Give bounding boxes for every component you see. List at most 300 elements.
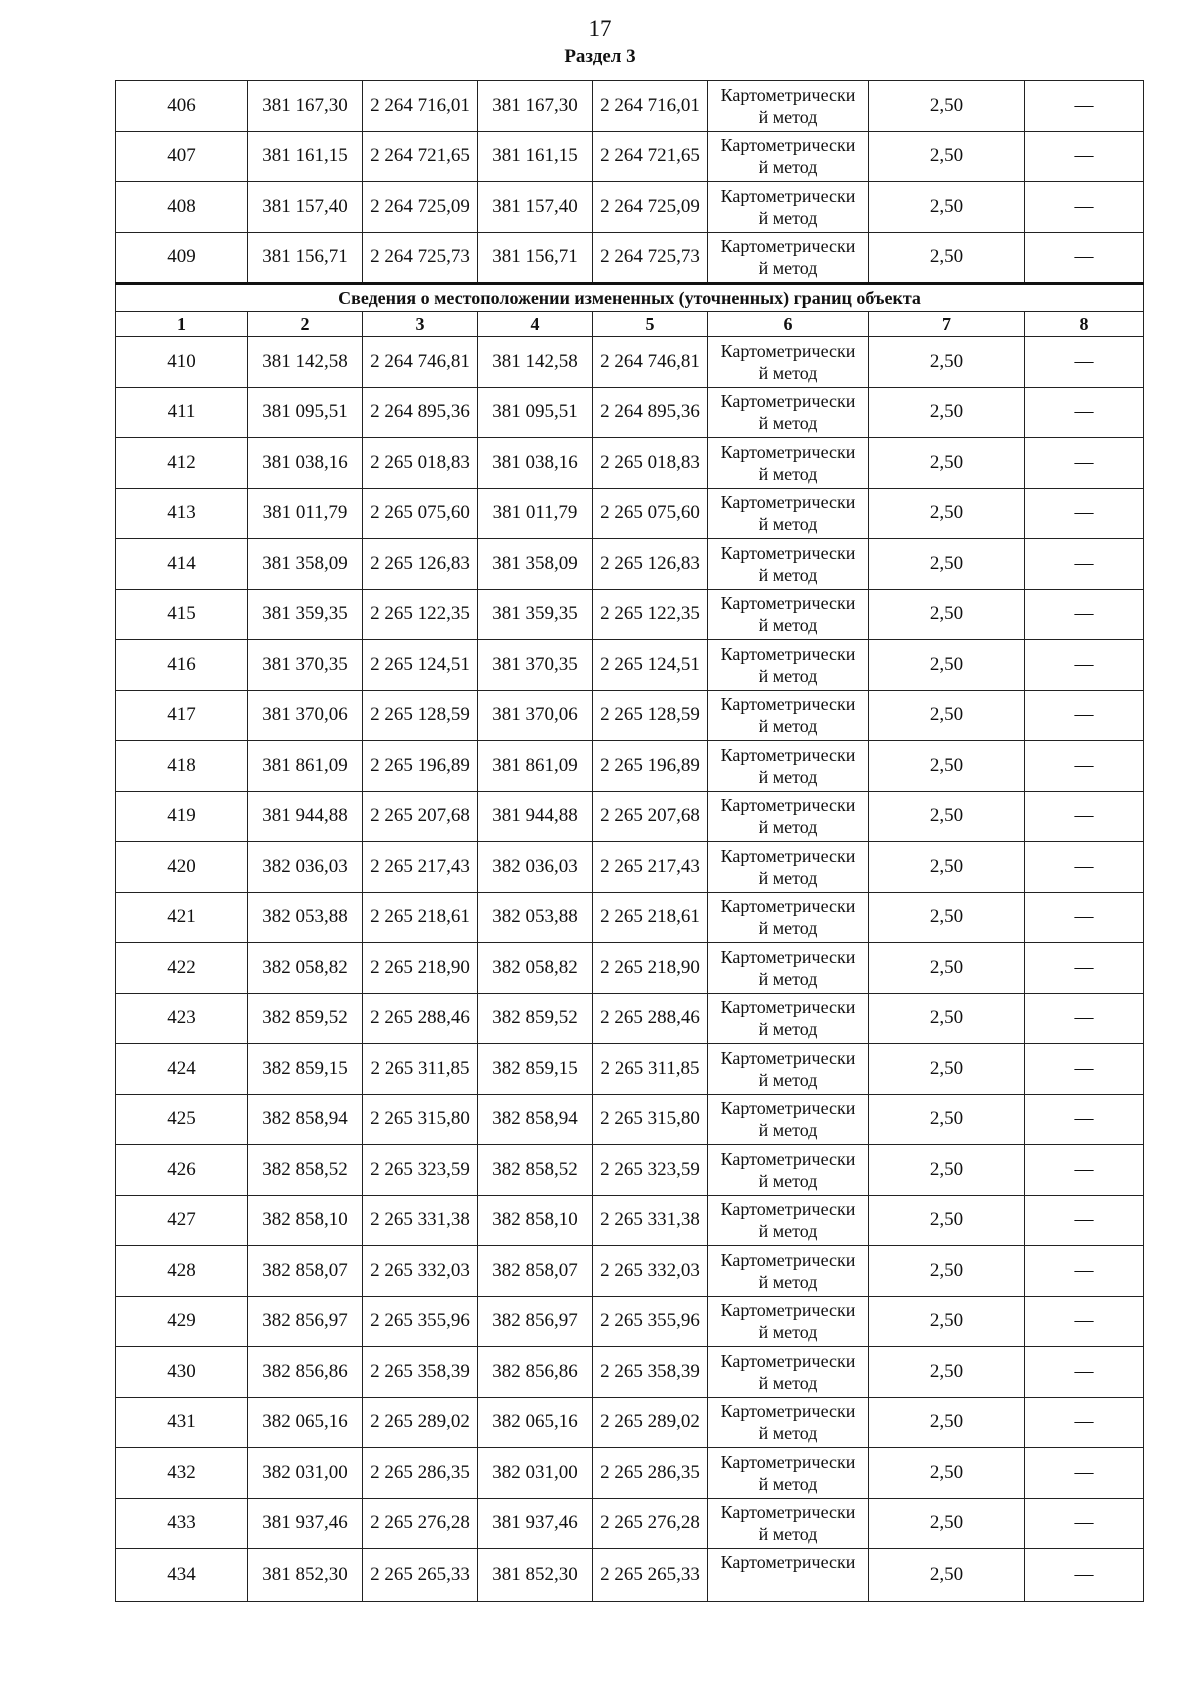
- y-new-cell: 2 265 331,38: [593, 1195, 708, 1246]
- table-row: [116, 741, 1144, 792]
- description-cell: —: [1025, 1498, 1144, 1549]
- y-old-cell: 2 265 276,28: [363, 1498, 478, 1549]
- description-cell: —: [1025, 640, 1144, 691]
- y-new-cell: 2 265 289,02: [593, 1397, 708, 1448]
- y-new-cell: 2 265 315,80: [593, 1094, 708, 1145]
- method-line-2: й метод: [758, 1423, 818, 1444]
- method-cell: [708, 690, 869, 741]
- method-line-2: й метод: [758, 665, 818, 686]
- accuracy-cell: 2,50: [869, 1498, 1025, 1549]
- accuracy-cell: 2,50: [869, 182, 1025, 233]
- table-row: [116, 1549, 1144, 1602]
- x-new-cell: 382 065,16: [478, 1397, 593, 1448]
- y-new-cell: 2 265 218,61: [593, 892, 708, 943]
- x-new-cell: 382 858,52: [478, 1145, 593, 1196]
- y-new-cell: 2 265 207,68: [593, 791, 708, 842]
- y-new-cell: 2 264 895,36: [593, 387, 708, 438]
- method-line-1: Картометрически: [720, 1098, 856, 1119]
- accuracy-cell: 2,50: [869, 1195, 1025, 1246]
- column-number: 2: [248, 312, 363, 337]
- rows-after-heading: [116, 337, 1144, 1602]
- y-old-cell: 2 265 289,02: [363, 1397, 478, 1448]
- method-line-1: Картометрически: [720, 1451, 856, 1472]
- x-new-cell: 381 095,51: [478, 387, 593, 438]
- x-new-cell: 382 859,15: [478, 1044, 593, 1095]
- x-old-cell: 381 944,88: [248, 791, 363, 842]
- point-number-cell: 408: [116, 182, 248, 233]
- table-row: [116, 589, 1144, 640]
- table-row: [116, 337, 1144, 388]
- description-cell: —: [1025, 1246, 1144, 1297]
- point-number-cell: 429: [116, 1296, 248, 1347]
- method-line-1: Картометрически: [720, 946, 856, 967]
- point-number-cell: 434: [116, 1549, 248, 1602]
- page-number: 17: [588, 16, 612, 41]
- method-cell: [708, 488, 869, 539]
- method-line-2: й метод: [758, 1120, 818, 1141]
- method-cell: [708, 1094, 869, 1145]
- description-cell: —: [1025, 438, 1144, 489]
- point-number-cell: 417: [116, 690, 248, 741]
- y-old-cell: 2 265 323,59: [363, 1145, 478, 1196]
- table-row: [116, 943, 1144, 994]
- method-line-1: Картометрически: [720, 1047, 856, 1068]
- description-cell: —: [1025, 131, 1144, 182]
- description-cell: —: [1025, 1044, 1144, 1095]
- x-new-cell: 381 167,30: [478, 81, 593, 132]
- y-new-cell: 2 264 725,73: [593, 232, 708, 284]
- method-cell: [708, 182, 869, 233]
- accuracy-cell: 2,50: [869, 337, 1025, 388]
- method-line-2: й метод: [758, 1019, 818, 1040]
- accuracy-cell: 2,50: [869, 1397, 1025, 1448]
- y-new-cell: 2 265 126,83: [593, 539, 708, 590]
- x-old-cell: 382 053,88: [248, 892, 363, 943]
- y-old-cell: 2 265 207,68: [363, 791, 478, 842]
- x-old-cell: 381 370,06: [248, 690, 363, 741]
- x-new-cell: 381 038,16: [478, 438, 593, 489]
- accuracy-cell: 2,50: [869, 131, 1025, 182]
- x-old-cell: 382 031,00: [248, 1448, 363, 1499]
- x-old-cell: 382 859,15: [248, 1044, 363, 1095]
- method-cell: [708, 842, 869, 893]
- method-cell: [708, 741, 869, 792]
- method-line-2: й метод: [758, 514, 818, 535]
- accuracy-cell: 2,50: [869, 1347, 1025, 1398]
- point-number-cell: 414: [116, 539, 248, 590]
- table-row: [116, 1296, 1144, 1347]
- x-new-cell: 382 031,00: [478, 1448, 593, 1499]
- point-number-cell: 427: [116, 1195, 248, 1246]
- method-line-1: Картометрически: [720, 185, 856, 206]
- method-line-2: й метод: [758, 1069, 818, 1090]
- x-new-cell: 381 852,30: [478, 1549, 593, 1602]
- x-new-cell: 381 161,15: [478, 131, 593, 182]
- description-cell: —: [1025, 892, 1144, 943]
- method-line-2: й метод: [758, 1221, 818, 1242]
- x-new-cell: 381 370,06: [478, 690, 593, 741]
- method-line-2: й метод: [758, 1271, 818, 1292]
- point-number-cell: 410: [116, 337, 248, 388]
- y-new-cell: 2 265 196,89: [593, 741, 708, 792]
- y-old-cell: 2 265 358,39: [363, 1347, 478, 1398]
- table-row: [116, 892, 1144, 943]
- y-old-cell: 2 265 018,83: [363, 438, 478, 489]
- method-line-2: й метод: [758, 817, 818, 838]
- y-new-cell: 2 265 128,59: [593, 690, 708, 741]
- accuracy-cell: 2,50: [869, 1549, 1025, 1602]
- x-old-cell: 381 156,71: [248, 232, 363, 284]
- column-number: 6: [708, 312, 869, 337]
- y-old-cell: 2 265 217,43: [363, 842, 478, 893]
- y-new-cell: 2 265 075,60: [593, 488, 708, 539]
- x-old-cell: 381 937,46: [248, 1498, 363, 1549]
- method-line-2: й метод: [758, 918, 818, 939]
- x-new-cell: 382 053,88: [478, 892, 593, 943]
- method-line-2: й метод: [758, 1524, 818, 1545]
- description-cell: —: [1025, 1347, 1144, 1398]
- x-old-cell: 381 038,16: [248, 438, 363, 489]
- y-old-cell: 2 265 265,33: [363, 1549, 478, 1602]
- table-row: [116, 791, 1144, 842]
- method-line-1: Картометрически: [720, 896, 856, 917]
- x-new-cell: 381 937,46: [478, 1498, 593, 1549]
- y-new-cell: 2 265 218,90: [593, 943, 708, 994]
- method-cell: [708, 993, 869, 1044]
- x-new-cell: 381 370,35: [478, 640, 593, 691]
- point-number-cell: 424: [116, 1044, 248, 1095]
- method-line-1: Картометрически: [720, 593, 856, 614]
- method-cell: [708, 1246, 869, 1297]
- accuracy-cell: 2,50: [869, 892, 1025, 943]
- y-old-cell: 2 264 895,36: [363, 387, 478, 438]
- method-line-2: й метод: [758, 413, 818, 434]
- point-number-cell: 419: [116, 791, 248, 842]
- y-old-cell: 2 265 075,60: [363, 488, 478, 539]
- method-cell: [708, 232, 869, 284]
- method-cell: [708, 1397, 869, 1448]
- y-new-cell: 2 265 124,51: [593, 640, 708, 691]
- description-cell: —: [1025, 741, 1144, 792]
- x-new-cell: 382 858,07: [478, 1246, 593, 1297]
- x-new-cell: 382 058,82: [478, 943, 593, 994]
- method-line-2: й метод: [758, 1473, 818, 1494]
- method-cell: [708, 337, 869, 388]
- y-old-cell: 2 265 218,61: [363, 892, 478, 943]
- method-line-1: Картометрически: [720, 340, 856, 361]
- table-row: [116, 387, 1144, 438]
- y-new-cell: 2 265 355,96: [593, 1296, 708, 1347]
- method-line-2: й метод: [758, 1372, 818, 1393]
- method-line-1: Картометрически: [720, 694, 856, 715]
- table-heading-block: [116, 284, 1144, 337]
- method-line-1: Картометрически: [720, 795, 856, 816]
- point-number-cell: 433: [116, 1498, 248, 1549]
- method-line-1: Картометрически: [720, 1350, 856, 1371]
- x-old-cell: 381 358,09: [248, 539, 363, 590]
- table-row: [116, 1094, 1144, 1145]
- method-cell: [708, 1347, 869, 1398]
- column-number: 3: [363, 312, 478, 337]
- y-new-cell: 2 264 716,01: [593, 81, 708, 132]
- x-new-cell: 382 856,86: [478, 1347, 593, 1398]
- method-line-1: Картометрически: [720, 1401, 856, 1422]
- accuracy-cell: 2,50: [869, 1296, 1025, 1347]
- method-cell: [708, 589, 869, 640]
- method-line-1: Картометрически: [720, 845, 856, 866]
- point-number-cell: 421: [116, 892, 248, 943]
- y-old-cell: 2 265 124,51: [363, 640, 478, 691]
- method-cell: [708, 1145, 869, 1196]
- x-new-cell: 381 142,58: [478, 337, 593, 388]
- method-cell: [708, 81, 869, 132]
- x-new-cell: 382 036,03: [478, 842, 593, 893]
- description-cell: —: [1025, 81, 1144, 132]
- table-row: [116, 182, 1144, 233]
- x-new-cell: 382 859,52: [478, 993, 593, 1044]
- method-cell: [708, 892, 869, 943]
- accuracy-cell: 2,50: [869, 842, 1025, 893]
- table-row: [116, 993, 1144, 1044]
- accuracy-cell: 2,50: [869, 539, 1025, 590]
- accuracy-cell: 2,50: [869, 232, 1025, 284]
- x-old-cell: 382 859,52: [248, 993, 363, 1044]
- point-number-cell: 426: [116, 1145, 248, 1196]
- y-new-cell: 2 265 265,33: [593, 1549, 708, 1602]
- method-line-2: й метод: [758, 716, 818, 737]
- description-cell: —: [1025, 1549, 1144, 1602]
- rows-before-heading: [116, 81, 1144, 284]
- x-old-cell: 382 065,16: [248, 1397, 363, 1448]
- point-number-cell: 416: [116, 640, 248, 691]
- y-old-cell: 2 265 128,59: [363, 690, 478, 741]
- x-new-cell: 382 858,94: [478, 1094, 593, 1145]
- description-cell: —: [1025, 488, 1144, 539]
- accuracy-cell: 2,50: [869, 1448, 1025, 1499]
- column-number: 1: [116, 312, 248, 337]
- x-new-cell: 382 856,97: [478, 1296, 593, 1347]
- method-line-2: й метод: [758, 867, 818, 888]
- x-old-cell: 382 856,86: [248, 1347, 363, 1398]
- method-line-1: Картометрически: [720, 1148, 856, 1169]
- y-old-cell: 2 264 725,73: [363, 232, 478, 284]
- accuracy-cell: 2,50: [869, 1044, 1025, 1095]
- x-old-cell: 382 036,03: [248, 842, 363, 893]
- method-cell: [708, 1448, 869, 1499]
- y-old-cell: 2 265 286,35: [363, 1448, 478, 1499]
- point-number-cell: 406: [116, 81, 248, 132]
- method-cell: [708, 131, 869, 182]
- y-new-cell: 2 265 122,35: [593, 589, 708, 640]
- table-row: [116, 232, 1144, 284]
- y-new-cell: 2 265 311,85: [593, 1044, 708, 1095]
- method-line-2: й метод: [758, 564, 818, 585]
- method-line-2: й метод: [758, 766, 818, 787]
- table-row: [116, 131, 1144, 182]
- x-old-cell: 382 058,82: [248, 943, 363, 994]
- description-cell: —: [1025, 1448, 1144, 1499]
- point-number-cell: 420: [116, 842, 248, 893]
- method-line-1: Картометрически: [720, 391, 856, 412]
- y-old-cell: 2 265 311,85: [363, 1044, 478, 1095]
- column-number: 4: [478, 312, 593, 337]
- section-heading: Сведения о местоположении измененных (уточненных) границ объекта: [116, 284, 1144, 312]
- description-cell: —: [1025, 539, 1144, 590]
- y-old-cell: 2 265 331,38: [363, 1195, 478, 1246]
- coordinates-table: [115, 80, 1144, 1602]
- description-cell: —: [1025, 337, 1144, 388]
- description-cell: —: [1025, 842, 1144, 893]
- column-numbers-row: [116, 312, 1144, 337]
- accuracy-cell: 2,50: [869, 741, 1025, 792]
- y-new-cell: 2 264 725,09: [593, 182, 708, 233]
- point-number-cell: 411: [116, 387, 248, 438]
- description-cell: —: [1025, 1094, 1144, 1145]
- y-old-cell: 2 265 196,89: [363, 741, 478, 792]
- y-new-cell: 2 265 217,43: [593, 842, 708, 893]
- y-new-cell: 2 265 276,28: [593, 1498, 708, 1549]
- point-number-cell: 409: [116, 232, 248, 284]
- method-line-2: й метод: [758, 463, 818, 484]
- y-old-cell: 2 265 126,83: [363, 539, 478, 590]
- accuracy-cell: 2,50: [869, 1094, 1025, 1145]
- table-row: [116, 1044, 1144, 1095]
- x-old-cell: 381 370,35: [248, 640, 363, 691]
- accuracy-cell: 2,50: [869, 1145, 1025, 1196]
- description-cell: —: [1025, 943, 1144, 994]
- description-cell: —: [1025, 387, 1144, 438]
- y-old-cell: 2 265 122,35: [363, 589, 478, 640]
- method-cell: [708, 640, 869, 691]
- table-row: [116, 1145, 1144, 1196]
- x-new-cell: 381 011,79: [478, 488, 593, 539]
- x-new-cell: 381 359,35: [478, 589, 593, 640]
- y-new-cell: 2 265 018,83: [593, 438, 708, 489]
- x-old-cell: 382 858,10: [248, 1195, 363, 1246]
- method-line-2: й метод: [758, 968, 818, 989]
- accuracy-cell: 2,50: [869, 488, 1025, 539]
- method-line-2: й метод: [758, 207, 818, 228]
- table-row: [116, 640, 1144, 691]
- y-old-cell: 2 265 332,03: [363, 1246, 478, 1297]
- point-number-cell: 432: [116, 1448, 248, 1499]
- method-line-1: Картометрически: [720, 492, 856, 513]
- x-new-cell: 381 157,40: [478, 182, 593, 233]
- table-row: [116, 488, 1144, 539]
- y-old-cell: 2 265 218,90: [363, 943, 478, 994]
- y-old-cell: 2 265 355,96: [363, 1296, 478, 1347]
- point-number-cell: 428: [116, 1246, 248, 1297]
- table-row: [116, 1397, 1144, 1448]
- y-old-cell: 2 264 725,09: [363, 182, 478, 233]
- point-number-cell: 423: [116, 993, 248, 1044]
- table-row: [116, 690, 1144, 741]
- point-number-cell: 418: [116, 741, 248, 792]
- column-number: 5: [593, 312, 708, 337]
- method-line-2: й метод: [758, 157, 818, 178]
- method-cell: [708, 1549, 869, 1602]
- description-cell: —: [1025, 1296, 1144, 1347]
- description-cell: —: [1025, 791, 1144, 842]
- point-number-cell: 415: [116, 589, 248, 640]
- method-cell: [708, 1498, 869, 1549]
- method-line-1: Картометрически: [720, 441, 856, 462]
- y-new-cell: 2 265 286,35: [593, 1448, 708, 1499]
- table-row: [116, 81, 1144, 132]
- x-new-cell: 381 358,09: [478, 539, 593, 590]
- accuracy-cell: 2,50: [869, 993, 1025, 1044]
- x-old-cell: 381 157,40: [248, 182, 363, 233]
- y-new-cell: 2 265 332,03: [593, 1246, 708, 1297]
- y-new-cell: 2 264 721,65: [593, 131, 708, 182]
- description-cell: —: [1025, 993, 1144, 1044]
- method-line-2: й метод: [758, 615, 818, 636]
- method-line-1: Картометрически: [720, 84, 856, 105]
- method-cell: [708, 791, 869, 842]
- method-cell: [708, 1296, 869, 1347]
- y-new-cell: 2 265 323,59: [593, 1145, 708, 1196]
- method-line-1: Картометрически: [720, 1502, 856, 1523]
- x-new-cell: 382 858,10: [478, 1195, 593, 1246]
- description-cell: —: [1025, 1397, 1144, 1448]
- x-old-cell: 382 858,94: [248, 1094, 363, 1145]
- accuracy-cell: 2,50: [869, 81, 1025, 132]
- x-new-cell: 381 944,88: [478, 791, 593, 842]
- y-new-cell: 2 264 746,81: [593, 337, 708, 388]
- point-number-cell: 431: [116, 1397, 248, 1448]
- y-old-cell: 2 264 721,65: [363, 131, 478, 182]
- method-cell: [708, 387, 869, 438]
- point-number-cell: 412: [116, 438, 248, 489]
- x-new-cell: 381 861,09: [478, 741, 593, 792]
- y-old-cell: 2 264 746,81: [363, 337, 478, 388]
- table-row: [116, 1498, 1144, 1549]
- point-number-cell: 413: [116, 488, 248, 539]
- description-cell: —: [1025, 589, 1144, 640]
- method-cell: [708, 1195, 869, 1246]
- accuracy-cell: 2,50: [869, 387, 1025, 438]
- x-old-cell: 381 161,15: [248, 131, 363, 182]
- accuracy-cell: 2,50: [869, 589, 1025, 640]
- method-line-1: Картометрически: [720, 744, 856, 765]
- method-cell: [708, 438, 869, 489]
- x-old-cell: 382 858,52: [248, 1145, 363, 1196]
- description-cell: —: [1025, 232, 1144, 284]
- method-line-1: Картометрически: [720, 1552, 856, 1572]
- accuracy-cell: 2,50: [869, 1246, 1025, 1297]
- table-row: [116, 1347, 1144, 1398]
- x-old-cell: 381 852,30: [248, 1549, 363, 1602]
- description-cell: —: [1025, 182, 1144, 233]
- description-cell: —: [1025, 1195, 1144, 1246]
- method-line-2: й метод: [758, 258, 818, 279]
- table-row: [116, 842, 1144, 893]
- table-row: [116, 1195, 1144, 1246]
- method-line-1: Картометрически: [720, 1249, 856, 1270]
- y-new-cell: 2 265 288,46: [593, 993, 708, 1044]
- method-line-2: й метод: [758, 1170, 818, 1191]
- column-number: 7: [869, 312, 1025, 337]
- method-cell: [708, 943, 869, 994]
- method-line-1: Картометрически: [720, 135, 856, 156]
- method-line-1: Картометрически: [720, 542, 856, 563]
- method-line-2: й метод: [758, 362, 818, 383]
- table-row: [116, 1246, 1144, 1297]
- table-row: [116, 539, 1144, 590]
- accuracy-cell: 2,50: [869, 438, 1025, 489]
- table-row: [116, 438, 1144, 489]
- method-line-2: й метод: [758, 106, 818, 127]
